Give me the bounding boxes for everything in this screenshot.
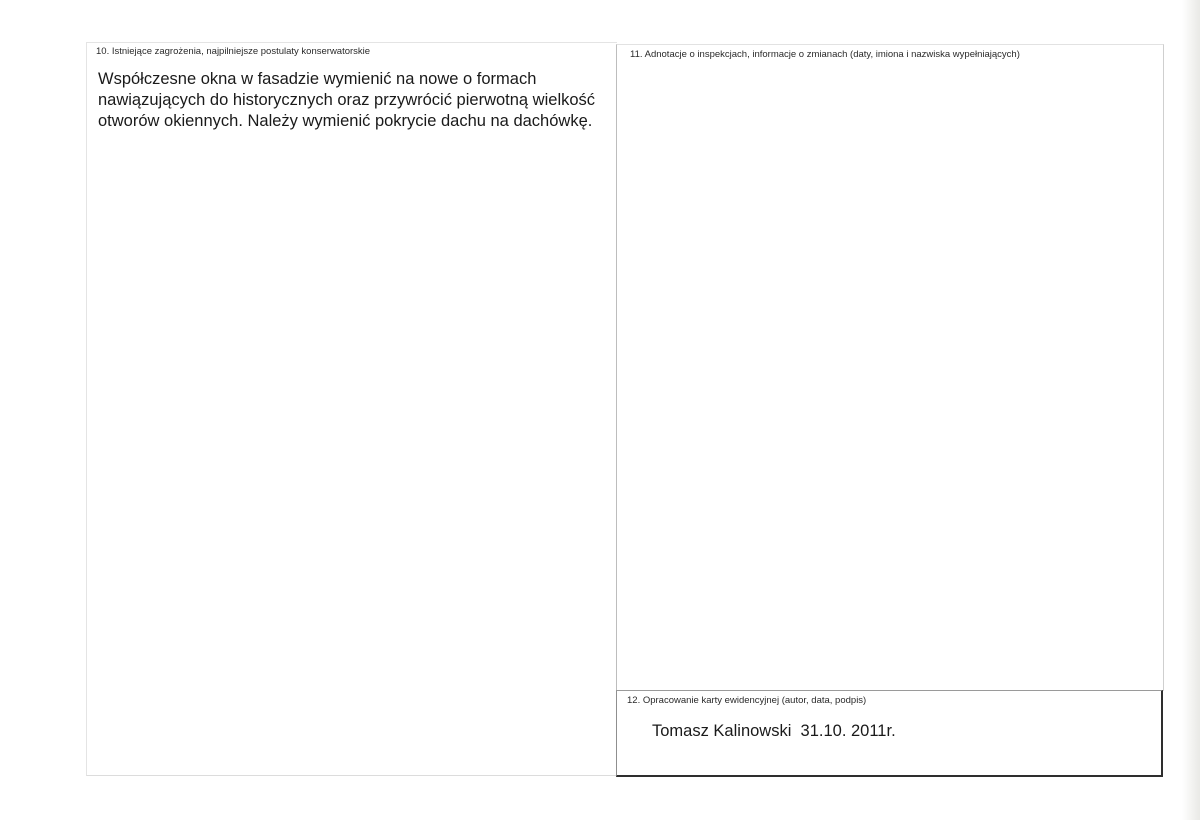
author-section-text: Tomasz Kalinowski 31.10. 2011r. bbox=[652, 722, 896, 740]
author-section bbox=[616, 690, 1163, 777]
threats-section-label: 10. Istniejące zagrożenia, najpilniejsze postulaty konserwatorskie bbox=[96, 46, 371, 57]
annotations-section bbox=[616, 44, 1164, 691]
threats-section-text: Współczesne okna w fasadzie wymienić na nowe o formach nawiązujących do historycznych oraz przywrócić pierwotną wielkość otworów okiennych. Należy wymienić pokrycie dachu na dachówkę. bbox=[98, 70, 596, 130]
scan-edge bbox=[1182, 0, 1200, 820]
author-section-label: 12. Opracowanie karty ewidencyjnej (autor, data, podpis) bbox=[627, 695, 867, 706]
annotations-section-label: 11. Adnotacje o inspekcjach, informacje o zmianach (daty, imiona i nazwiska wypełniających) bbox=[630, 49, 1020, 60]
threats-section bbox=[86, 42, 617, 776]
